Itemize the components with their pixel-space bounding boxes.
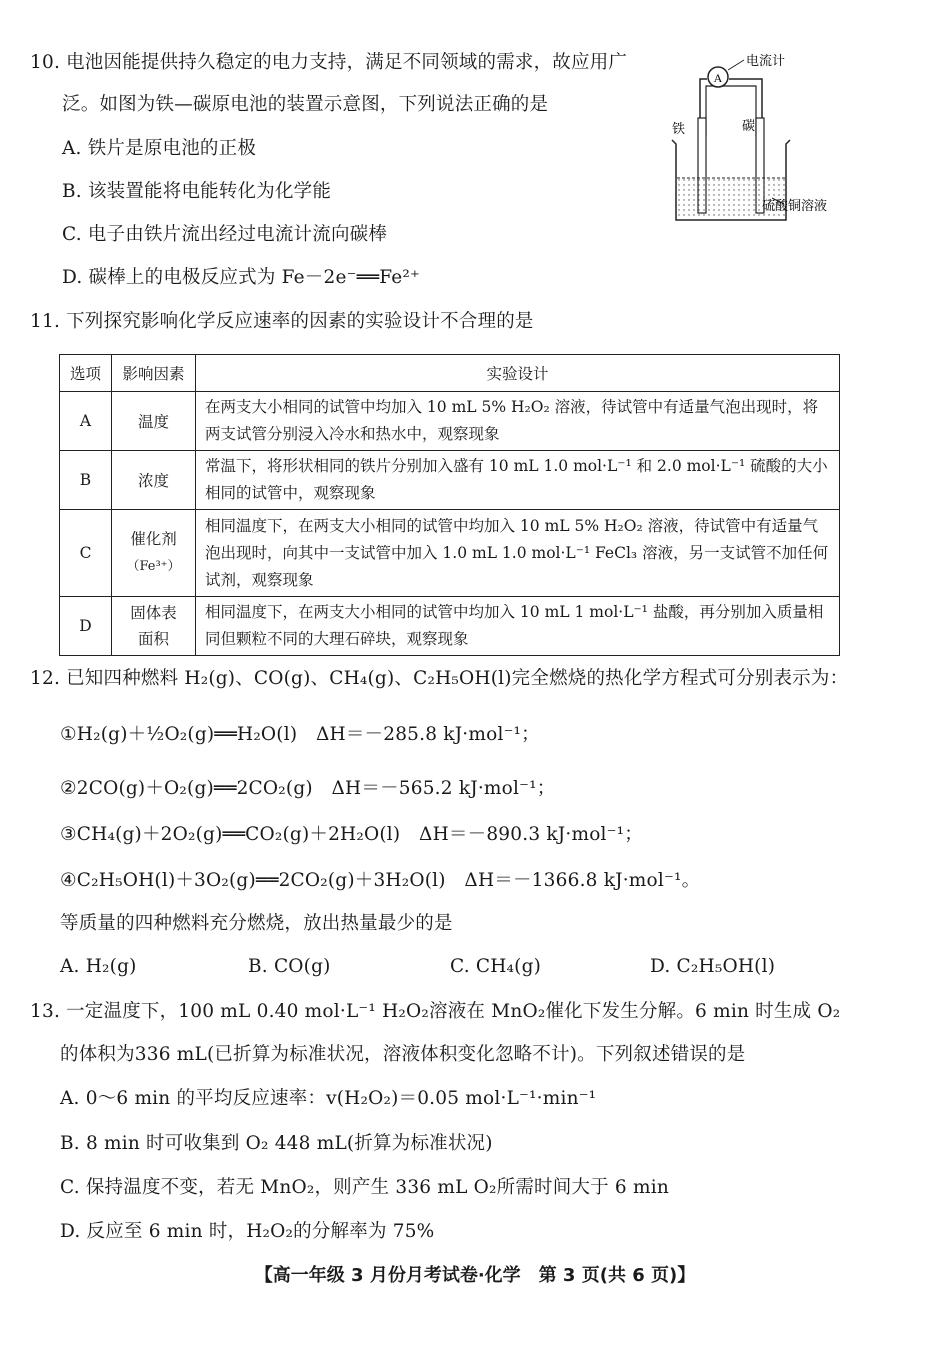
row-design: 相同温度下，在两支大小相同的试管中均加入 10 mL 1 mol·L⁻¹ 盐酸，再分别加入质量相同但颗粒不同的大理石碎块，观察现象 [196,597,840,656]
row-option: B [60,451,112,510]
carbon-label: 碳 [742,119,756,134]
q12-equation-3: ③CH₄(g)＋2O₂(g)══CO₂(g)＋2H₂O(l) ΔH＝－890.3 kJ·mol⁻¹； [60,824,643,845]
row-factor-extra: （Fe³⁺） [126,559,181,574]
row-option: C [60,510,112,597]
q11-stem: 11. 下列探究影响化学反应速率的因素的实验设计不合理的是 [30,311,534,332]
page-footer: 【高一年级 3 月份月考试卷·化学 第 3 页(共 6 页)】 [254,1265,696,1286]
table-row [60,392,840,451]
q10-stem-line2: 泛。如图为铁—碳原电池的装置示意图，下列说法正确的是 [62,94,549,115]
table-row [60,451,840,510]
q13-option-b: B. 8 min 时可收集到 O₂ 448 mL(折算为标准状况) [60,1133,493,1154]
row-factor-extra: 面积 [137,630,169,648]
q13-option-d: D. 反应至 6 min 时，H₂O₂的分解率为 75% [60,1221,435,1242]
table-row [60,510,840,597]
q10-option-d: D. 碳棒上的电极反应式为 Fe－2e⁻══Fe²⁺ [62,267,421,288]
row-factor-text: 温度 [137,413,169,431]
row-factor [112,451,196,510]
row-factor-text: 固体表 [130,604,177,622]
q12-question: 等质量的四种燃料充分燃烧，放出热量最少的是 [60,913,453,934]
row-option: D [60,597,112,656]
q12-equation-4: ④C₂H₅OH(l)＋3O₂(g)══2CO₂(g)＋3H₂O(l) ΔH＝－1366.8 kJ·mol⁻¹。 [60,870,701,891]
row-factor [112,597,196,656]
row-design: 常温下，将形状相同的铁片分别加入盛有 10 mL 1.0 mol·L⁻¹ 和 2.0 mol·L⁻¹ 硫酸的大小相同的试管中，观察现象 [196,451,840,510]
ammeter-symbol: A [713,71,723,85]
q10-stem-line1: 10. 电池因能提供持久稳定的电力支持，满足不同领域的需求，故应用广 [30,52,628,73]
row-factor-text: 浓度 [137,472,169,490]
q12-equation-1: ①H₂(g)＋½O₂(g)══H₂O(l) ΔH＝－285.8 kJ·mol⁻¹； [60,724,540,745]
header-design: 实验设计 [196,355,840,392]
table-row [60,597,840,656]
iron-label: 铁 [672,122,686,137]
q12-stem: 12. 已知四种燃料 H₂(g)、CO(g)、CH₄(g)、C₂H₅OH(l)完全燃烧的热化学方程式可分别表示为： [30,668,849,689]
q13-option-a: A. 0～6 min 的平均反应速率：v(H₂O₂)＝0.05 mol·L⁻¹·min⁻¹ [60,1088,597,1109]
q12-option-c: C. CH₄(g) [450,956,542,977]
q12-option-a: A. H₂(g) [60,956,137,977]
header-option: 选项 [60,355,112,392]
q10-option-c: C. 电子由铁片流出经过电流计流向碳棒 [62,224,388,245]
row-design: 相同温度下，在两支大小相同的试管中均加入 10 mL 5% H₂O₂ 溶液，待试管中有适量气泡出现时，向其中一支试管中加入 1.0 mL 1.0 mol·L⁻¹ FeCl₃ 溶液，另一支试管不加任何试剂，观察现象 [196,510,840,597]
q10-option-a: A. 铁片是原电池的正极 [62,138,257,159]
q10-option-b: B. 该装置能将电能转化为化学能 [62,181,332,202]
q13-option-c: C. 保持温度不变，若无 MnO₂，则产生 336 mL O₂所需时间大于 6 min [60,1177,669,1198]
galvanic-cell-diagram [662,48,852,228]
solution-label: 硫酸铜溶液 [762,199,828,214]
q12-option-b: B. CO(g) [248,956,331,977]
row-design: 在两支大小相同的试管中均加入 10 mL 5% H₂O₂ 溶液，待试管中有适量气泡出现时，将两支试管分别浸入冷水和热水中，观察现象 [196,392,840,451]
row-option: A [60,392,112,451]
experiment-table [59,354,840,656]
header-factor: 影响因素 [112,355,196,392]
ammeter-label: 电流计 [746,54,786,69]
q12-option-d: D. C₂H₅OH(l) [650,956,776,977]
row-factor [112,510,196,597]
q12-equation-2: ②2CO(g)＋O₂(g)══2CO₂(g) ΔH＝－565.2 kJ·mol⁻¹； [60,778,556,799]
q13-stem-line1: 13. 一定温度下，100 mL 0.40 mol·L⁻¹ H₂O₂溶液在 MnO₂催化下发生分解。6 min 时生成 O₂ [30,1001,841,1022]
row-factor-text: 催化剂 [130,530,177,548]
q13-stem-line2: 的体积为336 mL(已折算为标准状况，溶液体积变化忽略不计)。下列叙述错误的是 [60,1044,746,1065]
row-factor [112,392,196,451]
table-header-row [60,355,840,392]
